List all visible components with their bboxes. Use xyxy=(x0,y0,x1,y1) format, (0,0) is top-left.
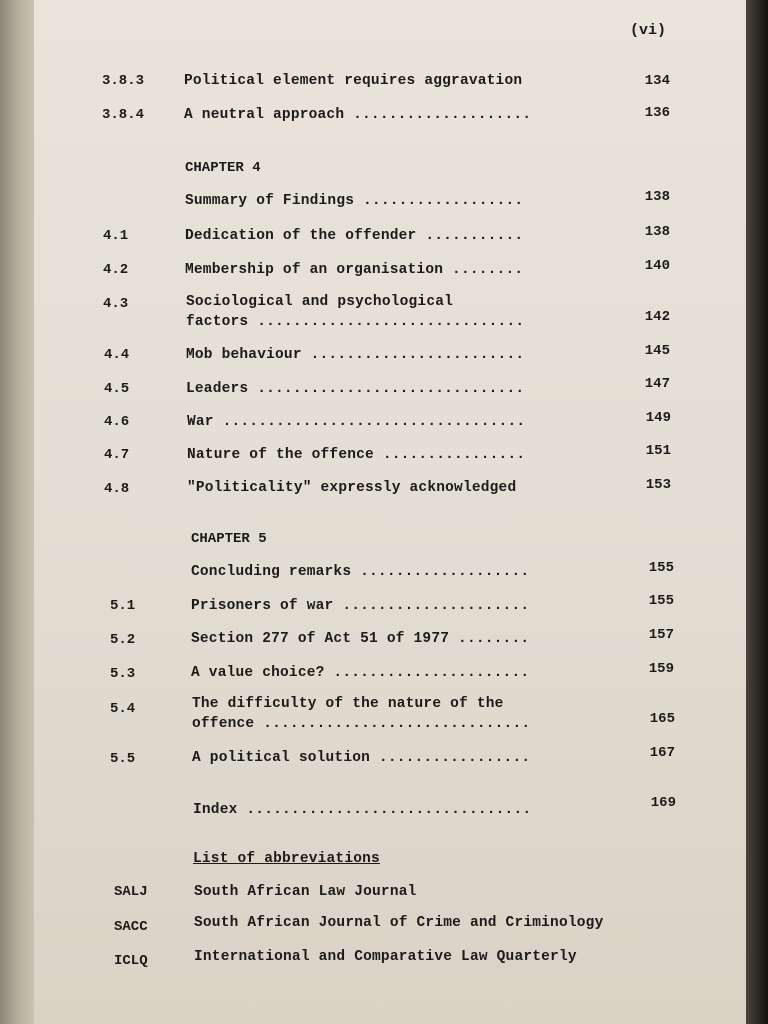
toc-entry-page: 142 xyxy=(644,309,670,325)
toc-entry-title-continued: factors .............................. xyxy=(186,314,525,330)
abbreviation-code: SALJ xyxy=(114,884,148,900)
abbreviation-full: International and Comparative Law Quarterly xyxy=(194,949,577,965)
toc-entry-number: 3.8.4 xyxy=(102,107,145,123)
toc-entry-number: 4.2 xyxy=(103,262,129,278)
toc-entry-title: Dedication of the offender ........... xyxy=(185,228,524,244)
toc-entry-title: Nature of the offence ................ xyxy=(187,447,526,463)
toc-entry-title: Concluding remarks ................... xyxy=(191,564,530,580)
toc-entry-page: 134 xyxy=(644,73,670,89)
toc-entry-title: A political solution ................. xyxy=(192,750,531,766)
toc-entry-title: Index ................................ xyxy=(193,802,532,818)
toc-entry-number: 4.7 xyxy=(104,447,130,463)
toc-entry-page: 167 xyxy=(649,745,675,761)
page-number: (vi) xyxy=(630,22,667,39)
toc-entry-title-continued: offence .............................. xyxy=(192,716,531,732)
toc-entry-title: Sociological and psychological xyxy=(186,294,454,310)
chapter-heading: CHAPTER 5 xyxy=(191,531,267,547)
toc-entry-page: 138 xyxy=(644,224,670,240)
abbreviation-code: SACC xyxy=(114,919,148,935)
toc-entry-number: 3.8.3 xyxy=(102,73,145,89)
toc-entry-number: 4.4 xyxy=(104,347,130,363)
toc-entry-page: 147 xyxy=(644,376,670,392)
toc-entry-number: 5.2 xyxy=(110,632,136,648)
toc-entry-page: 136 xyxy=(644,105,670,121)
toc-entry-title: A neutral approach .................... xyxy=(184,107,532,123)
toc-entry-page: 155 xyxy=(648,593,674,609)
toc-entry-number: 4.6 xyxy=(104,414,130,430)
toc-entry-number: 5.5 xyxy=(110,751,136,767)
toc-entry-page: 145 xyxy=(644,343,670,359)
toc-entry-title: Section 277 of Act 51 of 1977 ........ xyxy=(191,631,530,647)
toc-entry-title: Summary of Findings .................. xyxy=(185,193,524,209)
toc-entry-page: 157 xyxy=(648,627,674,643)
toc-entry-page: 155 xyxy=(648,560,674,576)
toc-entry-title: Mob behaviour ........................ xyxy=(186,347,525,363)
toc-entry-number: 4.5 xyxy=(104,381,130,397)
toc-entry-page: 169 xyxy=(650,795,676,811)
toc-entry-page: 140 xyxy=(644,258,670,274)
toc-entry-title: War .................................. xyxy=(187,414,526,430)
book-edge-shadow xyxy=(746,0,768,1024)
toc-entry-number: 4.1 xyxy=(103,228,129,244)
toc-entry-page: 149 xyxy=(645,410,671,426)
abbreviation-full: South African Law Journal xyxy=(194,884,417,900)
abbreviation-code: ICLQ xyxy=(114,953,148,969)
toc-entry-page: 159 xyxy=(648,661,674,677)
toc-entry-page: 165 xyxy=(649,711,675,727)
toc-entry-title: A value choice? ...................... xyxy=(191,665,530,681)
toc-entry-number: 5.4 xyxy=(110,701,136,717)
toc-entry-number: 5.3 xyxy=(110,666,136,682)
toc-entry-title: The difficulty of the nature of the xyxy=(192,696,504,712)
chapter-heading: CHAPTER 4 xyxy=(185,160,261,176)
toc-entry-page: 153 xyxy=(645,477,671,493)
toc-entry-title: Leaders .............................. xyxy=(186,381,525,397)
abbreviations-heading: List of abbreviations xyxy=(193,851,380,867)
toc-entry-title: Political element requires aggravation xyxy=(184,73,523,89)
toc-entry-number: 4.8 xyxy=(104,481,130,497)
toc-entry-title: Membership of an organisation ........ xyxy=(185,262,524,278)
toc-entry-page: 138 xyxy=(644,189,670,205)
toc-entry-page: 151 xyxy=(645,443,671,459)
toc-entry-number: 4.3 xyxy=(103,296,129,312)
abbreviation-full: South African Journal of Crime and Criminology xyxy=(194,915,604,931)
toc-entry-title: Prisoners of war ..................... xyxy=(191,598,530,614)
book-page xyxy=(34,0,752,1024)
toc-entry-number: 5.1 xyxy=(110,598,136,614)
toc-entry-title: "Politicality" expressly acknowledged xyxy=(187,480,517,496)
